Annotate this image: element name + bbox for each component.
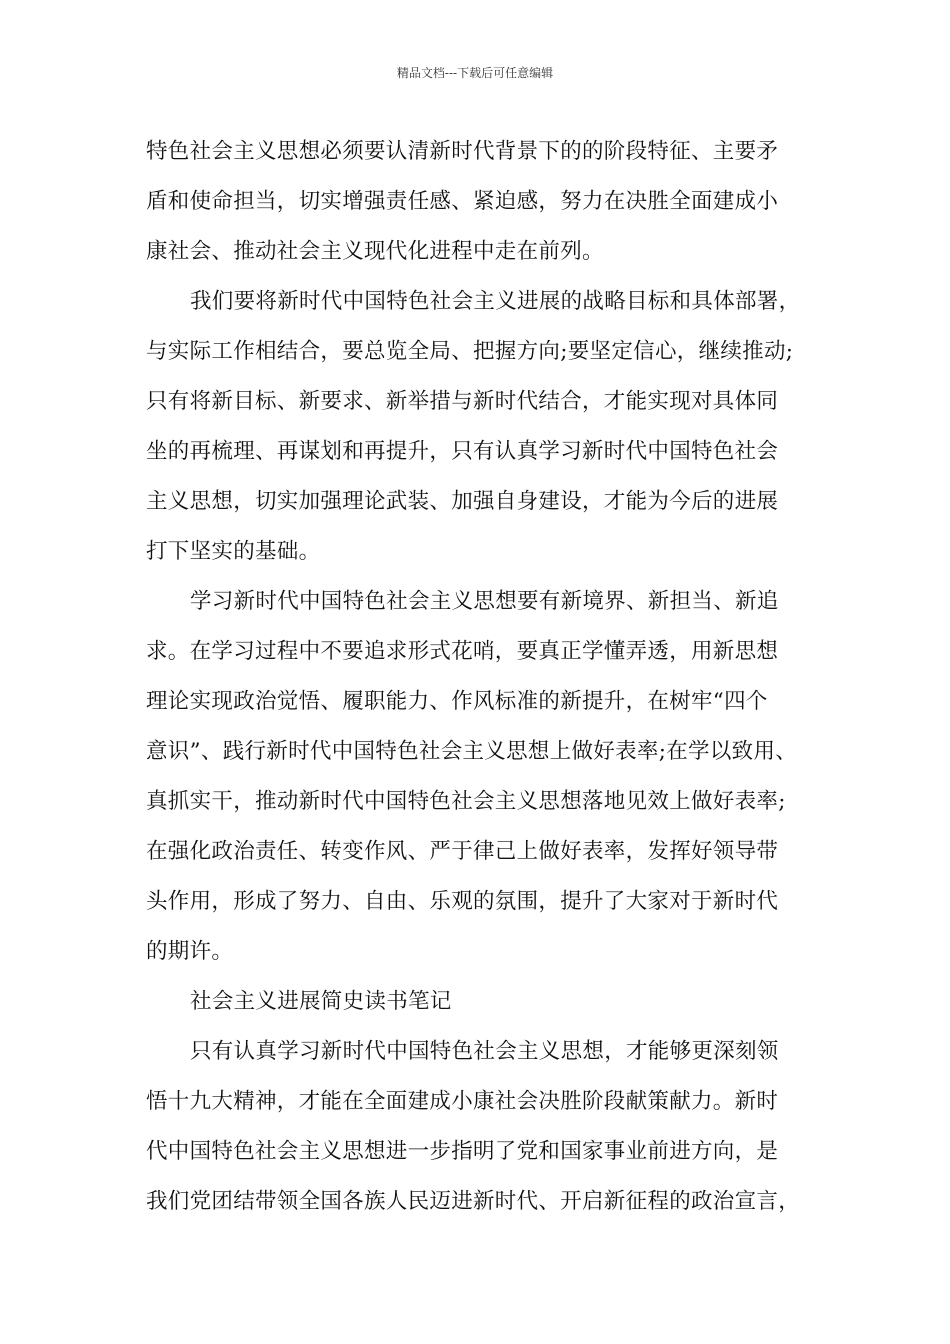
text-line: 康社会、推动社会主义现代化进程中走在前列。 [146, 239, 604, 264]
text-line: 打下坚实的基础。 [146, 539, 321, 564]
text-line: 只有认真学习新时代中国特色社会主义思想，才能够更深刻领 [190, 1039, 779, 1064]
paragraph [146, 277, 836, 577]
section-heading [146, 977, 836, 1027]
text-line: 头作用，形成了努力、自由、乐观的氛围，提升了大家对于新时代 [146, 889, 779, 914]
text-line: 主义思想，切实加强理论武装、加强自身建设，才能为今后的进展 [146, 489, 779, 514]
text-line: 我们党团结带领全国各族人民迈进新时代、开启新征程的政治宣言， [146, 1189, 801, 1214]
text-line: 坐的再梳理、再谋划和再提升，只有认真学习新时代中国特色社会 [146, 439, 779, 464]
text-line: 真抓实干，推动新时代中国特色社会主义思想落地见效上做好表率; [146, 789, 786, 814]
text-line: 的期许。 [146, 939, 234, 964]
text-line: 盾和使命担当，切实增强责任感、紧迫感，努力在决胜全面建成小 [146, 189, 779, 214]
document-body [146, 127, 836, 1227]
paragraph [146, 127, 836, 277]
text-line: 与实际工作相结合，要总览全局、把握方向;要坚定信心，继续推动; [146, 339, 794, 364]
paragraph [146, 1027, 836, 1227]
text-line: 学习新时代中国特色社会主义思想要有新境界、新担当、新追 [190, 589, 779, 614]
text-line: 只有将新目标、新要求、新举措与新时代结合，才能实现对具体同 [146, 389, 779, 414]
paragraph [146, 577, 836, 977]
text-line: 在强化政治责任、转变作风、严于律己上做好表率，发挥好领导带 [146, 839, 779, 864]
text-line: 我们要将新时代中国特色社会主义进展的战略目标和具体部署， [190, 289, 801, 314]
text-line: 理论实现政治觉悟、履职能力、作风标准的新提升，在树牢“四个 [146, 689, 768, 714]
text-line: 悟十九大精神，才能在全面建成小康社会决胜阶段献策献力。新时 [146, 1089, 779, 1114]
text-line: 求。在学习过程中不要追求形式花哨，要真正学懂弄透，用新思想 [146, 639, 779, 664]
page-header: 精品文档---下载后可任意编辑 [396, 66, 554, 80]
text-line: 特色社会主义思想必须要认清新时代背景下的的阶段特征、主要矛 [146, 139, 779, 164]
text-line: 意识”、践行新时代中国特色社会主义思想上做好表率;在学以致用、 [146, 739, 798, 764]
heading-line: 社会主义进展简史读书笔记 [190, 989, 452, 1014]
text-line: 代中国特色社会主义思想进一步指明了党和国家事业前进方向，是 [146, 1139, 779, 1164]
